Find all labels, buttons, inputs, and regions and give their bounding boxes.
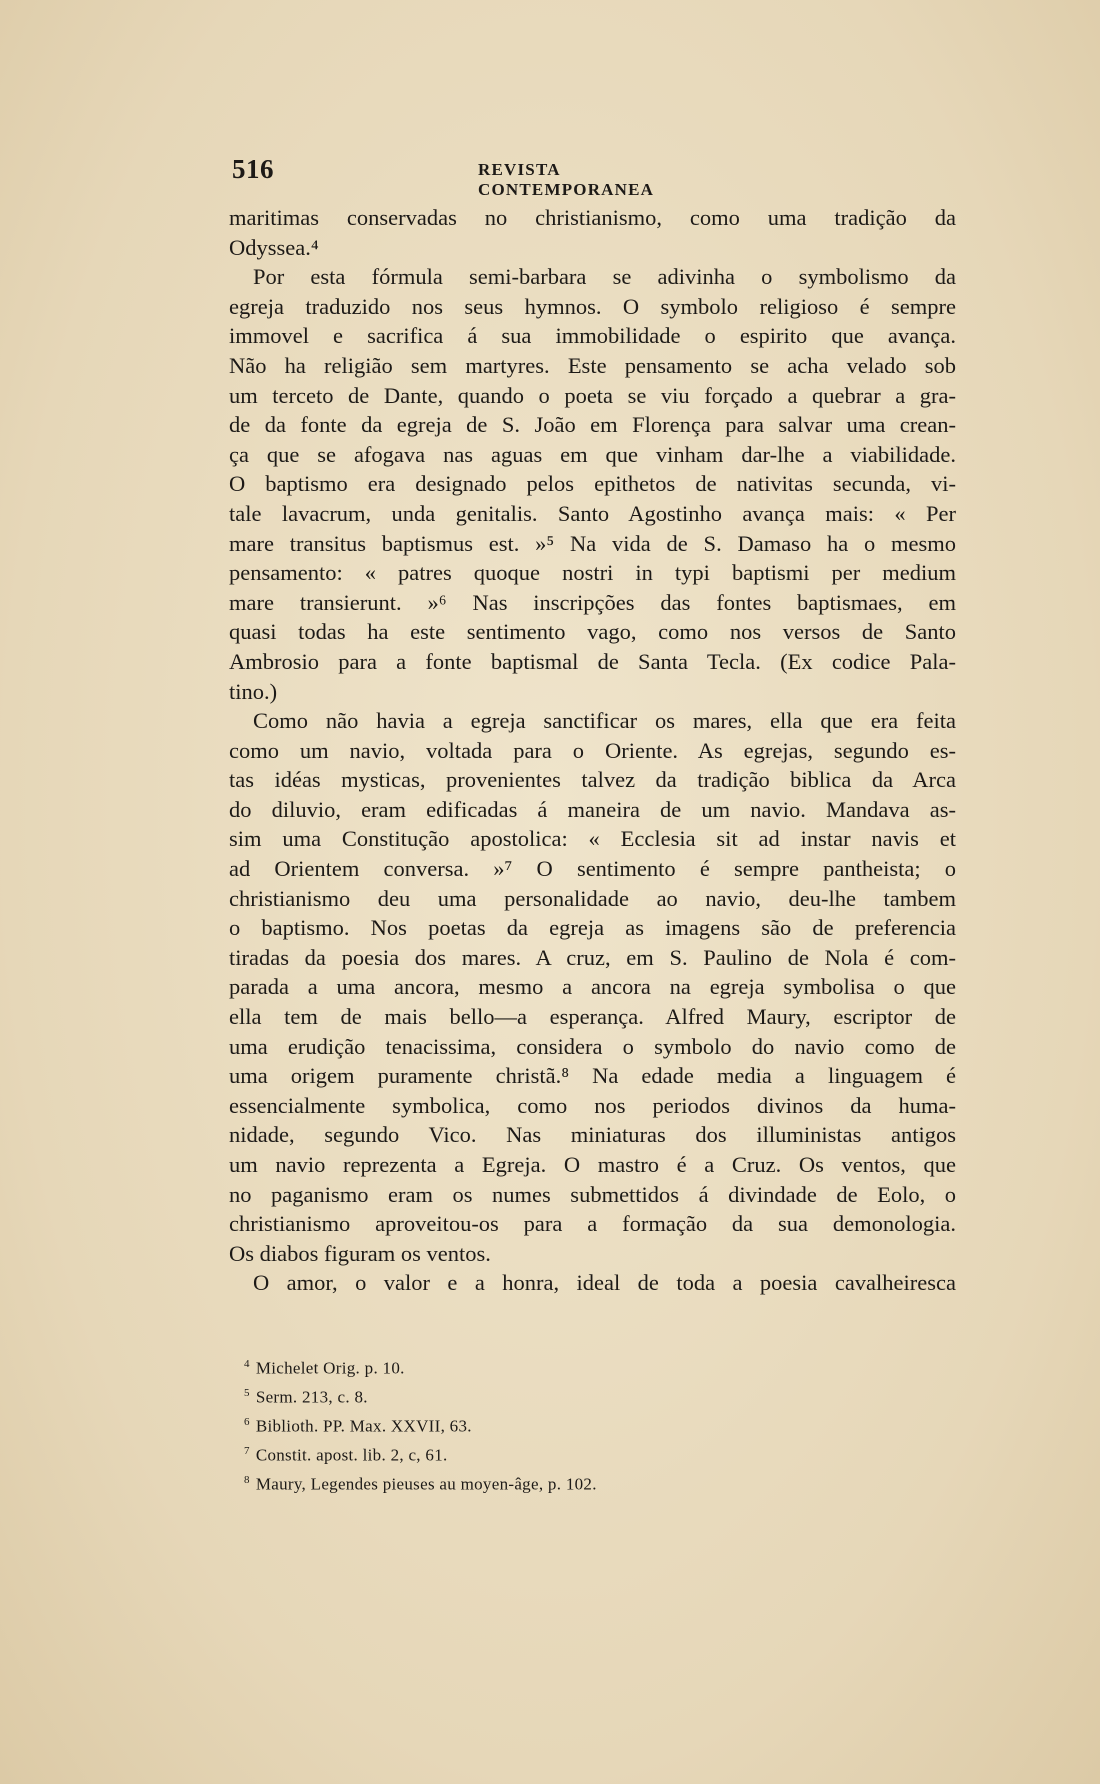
page-header	[232, 154, 732, 199]
text-line: tas idéas mysticas, provenientes talvez da tradição biblica da Arca	[229, 767, 956, 793]
footnote-mark: 7	[244, 1445, 250, 1457]
text-line: como um navio, voltada para o Oriente. As egrejas, segundo es-	[229, 737, 956, 763]
text-line: o baptismo. Nos poetas da egreja as imagens são de preferencia	[229, 915, 956, 941]
running-title: REVISTA CONTEMPORANEA	[478, 160, 655, 199]
footnote	[244, 1350, 844, 1379]
text-line: parada a uma ancora, mesmo a ancora na egreja symbolisa o que	[229, 974, 956, 1000]
text-line: essencialmente symbolica, como nos periodos divinos da huma-	[229, 1092, 956, 1118]
text-line: sim uma Constitução apostolica: « Ecclesia sit ad instar navis et	[229, 826, 956, 852]
page-number: 516	[232, 154, 274, 184]
text-line: Odyssea.⁴	[229, 234, 319, 260]
text-line: do diluvio, eram edificadas á maneira de um navio. Mandava as-	[229, 796, 956, 822]
footnote	[244, 1437, 844, 1466]
footnote-text: Maury, Legendes pieuses au moyen-âge, p. 102.	[255, 1474, 597, 1494]
text-line: ad Orientem conversa. »⁷ O sentimento é sempre pantheista; o	[229, 856, 956, 882]
text-line: um navio reprezenta a Egreja. O mastro é a Cruz. Os ventos, que	[229, 1152, 956, 1177]
footnote-mark: 4	[244, 1358, 250, 1370]
text-line: pensamento: « patres quoque nostri in typi baptismi per medium	[229, 560, 956, 586]
text-line: uma erudição tenacissima, considera o symbolo do navio como de	[229, 1033, 956, 1059]
text-line: mare transitus baptismus est. »⁵ Na vida de S. Damaso ha o mesmo	[229, 530, 956, 556]
footnote	[244, 1408, 844, 1437]
footnote-mark: 5	[244, 1387, 250, 1399]
text-line: christianismo deu uma personalidade ao navio, deu-lhe tambem	[229, 885, 956, 911]
footnote	[244, 1466, 844, 1495]
text-line: ça que se afogava nas aguas em que vinham dar-lhe a viabilidade.	[229, 441, 956, 467]
text-line: Ambrosio para a fonte baptismal de Santa Tecla. (Ex codice Pala-	[229, 648, 956, 674]
text-line: quasi todas ha este sentimento vago, como nos versos de Santo	[229, 619, 956, 645]
text-line: mare transierunt. »⁶ Nas inscripções das fontes baptismaes, em	[229, 589, 956, 615]
text-line: immovel e sacrifica á sua immobilidade o espirito que avança.	[229, 323, 956, 349]
footnote-text: Serm. 213, c. 8.	[255, 1387, 368, 1407]
text-line: Não ha religião sem martyres. Este pensamento se acha velado sob	[229, 352, 956, 378]
text-line: maritimas conservadas no christianismo, como uma tradição da	[229, 205, 956, 230]
text-line: christianismo aproveitou-os para a formação da sua demonologia.	[229, 1211, 956, 1237]
text-line: nidade, segundo Vico. Nas miniaturas dos illuministas antigos	[229, 1122, 956, 1148]
text-line: no paganismo eram os numes submettidos á divindade de Eolo, o	[229, 1181, 956, 1207]
text-line: uma origem puramente christã.⁸ Na edade media a linguagem é	[229, 1063, 956, 1089]
text-line: tino.)	[229, 678, 278, 704]
footnote-mark: 8	[244, 1474, 250, 1486]
footnote-text: Biblioth. PP. Max. XXVII, 63.	[255, 1416, 472, 1436]
text-line: O baptismo era designado pelos epithetos de nativitas secunda, vi-	[229, 471, 956, 497]
text-line: Como não havia a egreja sanctificar os mares, ella que era feita	[253, 708, 956, 734]
footnote-mark: 6	[244, 1416, 250, 1428]
text-line: egreja traduzido nos seus hymnos. O symbolo religioso é sempre	[229, 293, 956, 319]
text-line: Por esta fórmula semi-barbara se adivinha o symbolismo da	[253, 264, 956, 290]
footnotes	[244, 1350, 844, 1495]
text-line: de da fonte da egreja de S. João em Florença para salvar uma crean-	[229, 412, 956, 438]
text-line: O amor, o valor e a honra, ideal de toda a poesia cavalheiresca	[253, 1270, 956, 1296]
text-line: tiradas da poesia dos mares. A cruz, em S. Paulino de Nola é com-	[229, 944, 956, 970]
text-line: tale lavacrum, unda genitalis. Santo Agostinho avança mais: « Per	[229, 500, 956, 526]
text-line: um terceto de Dante, quando o poeta se viu forçado a quebrar a gra-	[229, 382, 956, 408]
text-line: Os diabos figuram os ventos.	[229, 1240, 491, 1266]
footnote-text: Constit. apost. lib. 2, c, 61.	[255, 1445, 448, 1465]
footnote-text: Michelet Orig. p. 10.	[255, 1358, 405, 1378]
text-line: ella tem de mais bello—a esperança. Alfred Maury, escriptor de	[229, 1004, 956, 1030]
footnote	[244, 1379, 844, 1408]
body-text	[229, 203, 956, 1298]
